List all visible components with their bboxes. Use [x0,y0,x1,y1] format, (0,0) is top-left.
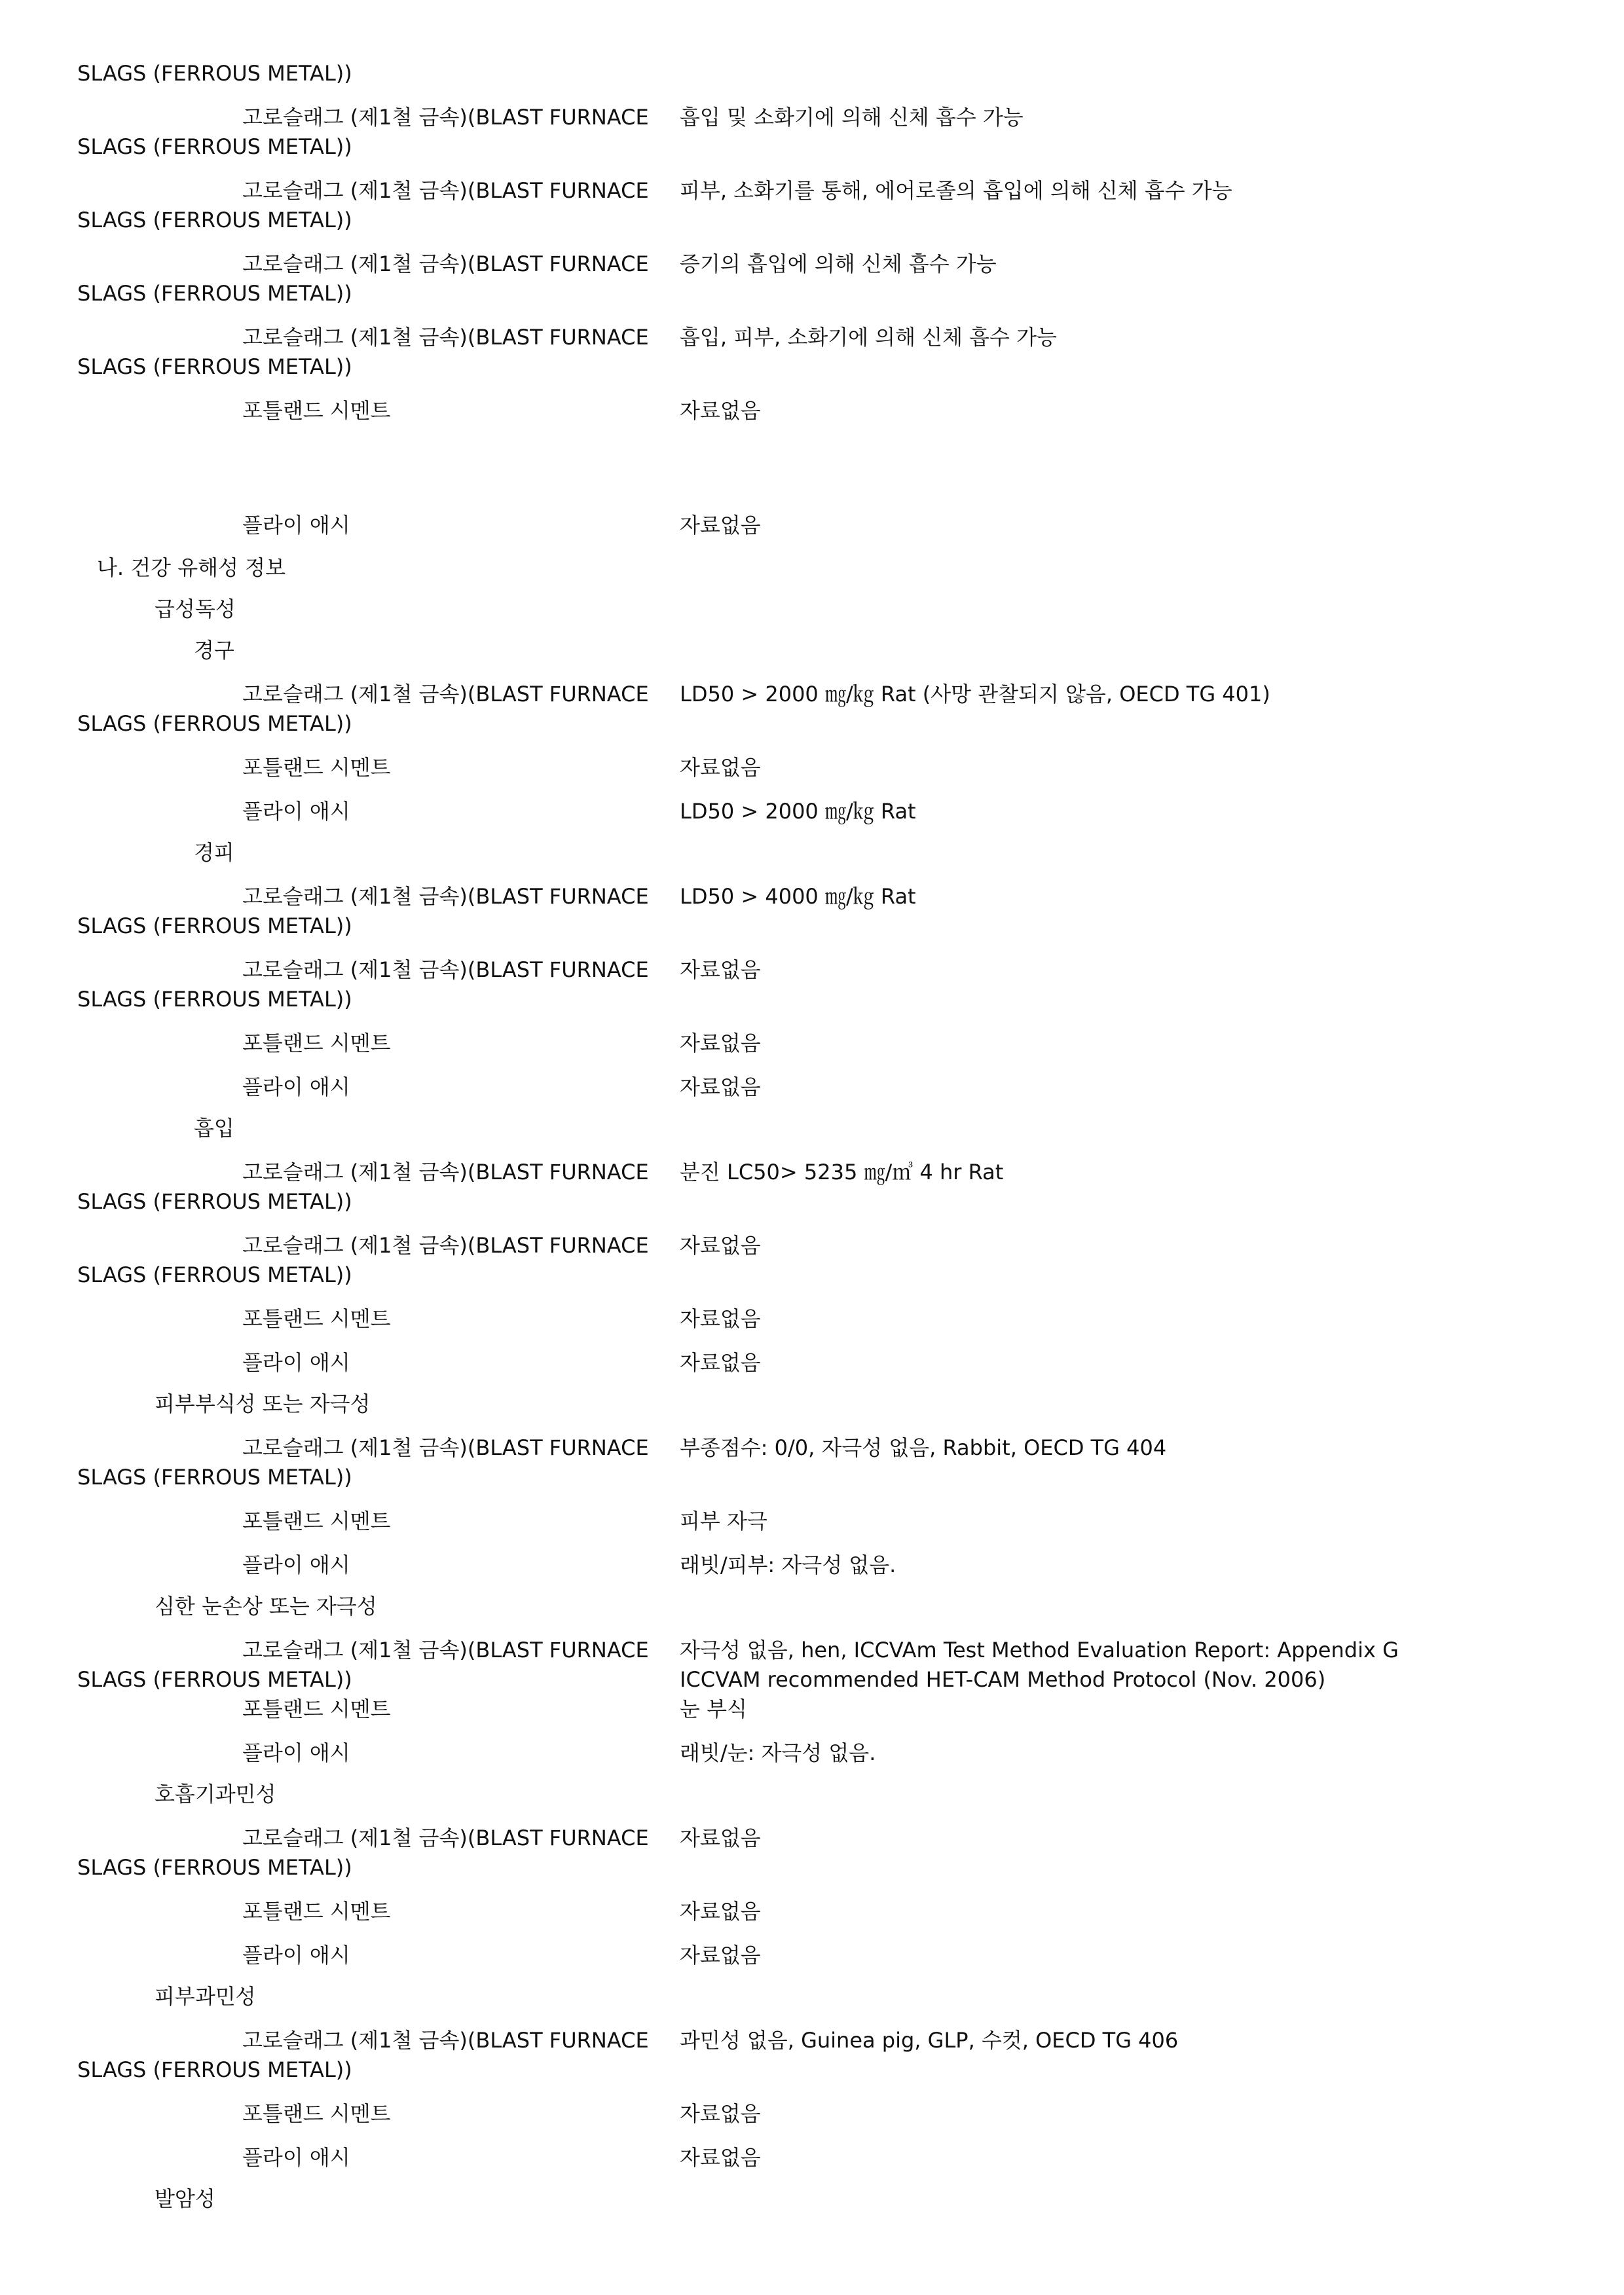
substance-value-line: 자극성 없음, hen, ICCVAm Test Method Evaluation Report: Appendix G [680,1638,1399,1662]
substance-value: 자료없음 [680,398,761,423]
substance-name: 고로슬래그 (제1철 금속)(BLAST FURNACE [242,251,649,276]
substance-name: 고로슬래그 (제1철 금속)(BLAST FURNACE [242,1638,649,1662]
heading-dermal: 경피 [194,840,234,865]
substance-name-continued: SLAGS (FERROUS METAL)) [77,354,352,379]
absorption-entry [77,323,1544,382]
substance-value-line: ICCVAM recommended HET-CAM Method Protocol (Nov. 2006) [680,1667,1326,1692]
substance-name: 고로슬래그 (제1철 금속)(BLAST FURNACE [242,682,649,707]
substance-name: 고로슬래그 (제1철 금속)(BLAST FURNACE [242,1233,649,1258]
skin-slag-entry [77,1433,1544,1492]
absorption-entry [77,176,1544,235]
portland-entry [77,396,1544,426]
substance-value: 래빗/눈: 자극성 없음. [680,1740,876,1765]
substance-value: 자료없음 [680,513,761,538]
substance-name-continued: SLAGS (FERROUS METAL)) [77,134,352,159]
inhalation-slag-entry [77,1158,1544,1217]
dermal-flyash-entry [77,1073,1544,1102]
substance-value: LD50 > 2000 ㎎/㎏ Rat [680,799,916,824]
substance-name: 포틀랜드 시멘트 [242,2101,391,2126]
substance-name: 플라이 애시 [242,1074,350,1099]
substance-name: 플라이 애시 [242,2145,350,2170]
sens-portland-entry [77,2099,1544,2129]
oral-flyash-entry [77,797,1544,826]
substance-name: 고로슬래그 (제1철 금속)(BLAST FURNACE [242,957,649,982]
substance-value: 자료없음 [680,2101,761,2126]
substance-value: 래빗/피부: 자극성 없음. [680,1552,896,1577]
substance-value: 피부 자극 [680,1509,767,1533]
substance-name-continued: SLAGS (FERROUS METAL)) [77,1262,352,1287]
dermal-slag-entry [77,882,1544,941]
substance-name-continued: SLAGS (FERROUS METAL)) [77,1855,352,1880]
heading-oral: 경구 [194,638,234,663]
substance-value: 증기의 흡입에 의해 신체 흡수 가능 [680,251,997,276]
substance-name: 고로슬래그 (제1철 금속)(BLAST FURNACE [242,1435,649,1460]
substance-name: 플라이 애시 [242,799,350,824]
substance-name: 고로슬래그 (제1철 금속)(BLAST FURNACE [242,1160,649,1184]
substance-name: 포틀랜드 시멘트 [242,1509,391,1533]
heading-acute-toxicity: 급성독성 [155,597,236,621]
continued-line: SLAGS (FERROUS METAL)) [77,61,352,86]
substance-name-continued: SLAGS (FERROUS METAL)) [77,913,352,938]
substance-value: 자료없음 [680,1306,761,1331]
substance-name: 포틀랜드 시멘트 [242,1697,391,1721]
skin-flyash-entry [77,1551,1544,1580]
heading-respiratory-sensitization: 호흡기과민성 [155,1782,276,1807]
substance-name: 고로슬래그 (제1철 금속)(BLAST FURNACE [242,178,649,203]
heading-inhalation: 흡입 [194,1116,234,1141]
substance-value: 흡입, 피부, 소화기에 의해 신체 흡수 가능 [680,325,1057,350]
skin-portland-entry [77,1507,1544,1536]
substance-value: 자료없음 [680,957,761,982]
substance-name-continued: SLAGS (FERROUS METAL)) [77,2057,352,2082]
msds-body [77,59,1544,2214]
substance-name: 플라이 애시 [242,1943,350,1968]
substance-name: 고로슬래그 (제1철 금속)(BLAST FURNACE [242,325,649,350]
substance-name-continued: SLAGS (FERROUS METAL)) [77,281,352,306]
substance-value: 과민성 없음, Guinea pig, GLP, 수컷, OECD TG 406 [680,2028,1179,2053]
substance-name: 플라이 애시 [242,1740,350,1765]
substance-value: 눈 부식 [680,1697,747,1721]
eye-slag-entry [77,1636,1544,1695]
heading-skin-corrosion: 피부부식성 또는 자극성 [155,1391,371,1416]
heading-skin-sensitization: 피부과민성 [155,1984,256,2009]
substance-value: 자료없음 [680,755,761,780]
substance-name: 포틀랜드 시멘트 [242,1899,391,1924]
inhalation-portland-entry [77,1304,1544,1334]
substance-value: 자료없음 [680,1233,761,1258]
substance-value: 부종점수: 0/0, 자극성 없음, Rabbit, OECD TG 404 [680,1435,1167,1460]
substance-name: 플라이 애시 [242,1350,350,1375]
absorption-entry [77,103,1544,162]
inhalation-flyash-entry [77,1348,1544,1378]
substance-value: 분진 LC50> 5235 ㎎/㎥ 4 hr Rat [680,1160,1004,1184]
substance-name-continued: SLAGS (FERROUS METAL)) [77,1667,352,1692]
substance-name-continued: SLAGS (FERROUS METAL)) [77,711,352,736]
substance-name-continued: SLAGS (FERROUS METAL)) [77,987,352,1012]
substance-value: 자료없음 [680,1074,761,1099]
substance-name: 고로슬래그 (제1철 금속)(BLAST FURNACE [242,1826,649,1850]
absorption-entry [77,249,1544,308]
oral-portland-entry [77,753,1544,782]
substance-name-continued: SLAGS (FERROUS METAL)) [77,1465,352,1490]
dermal-slag-entry [77,955,1544,1014]
substance-name: 포틀랜드 시멘트 [242,1031,391,1056]
substance-name-continued: SLAGS (FERROUS METAL)) [77,1189,352,1214]
substance-value: 자료없음 [680,1826,761,1850]
substance-name-continued: SLAGS (FERROUS METAL)) [77,208,352,232]
resp-flyash-entry [77,1941,1544,1970]
substance-value: 자료없음 [680,1031,761,1056]
resp-slag-entry [77,1824,1544,1882]
flyash-entry [77,511,1544,540]
substance-value: LD50 > 2000 ㎎/㎏ Rat (사망 관찰되지 않음, OECD TG 401) [680,682,1270,707]
eye-flyash-entry [77,1738,1544,1768]
substance-name: 플라이 애시 [242,1552,350,1577]
substance-name: 고로슬래그 (제1철 금속)(BLAST FURNACE [242,105,649,130]
substance-value: 피부, 소화기를 통해, 에어로졸의 흡입에 의해 신체 흡수 가능 [680,178,1232,203]
inhalation-slag-entry [77,1231,1544,1290]
substance-value: 자료없음 [680,1350,761,1375]
eye-portland-entry [77,1695,1544,1724]
substance-name: 고로슬래그 (제1철 금속)(BLAST FURNACE [242,884,649,909]
sens-flyash-entry [77,2143,1544,2173]
substance-name: 포틀랜드 시멘트 [242,398,391,423]
substance-value: LD50 > 4000 ㎎/㎏ Rat [680,884,916,909]
heading-carcinogenicity: 발암성 [155,2186,215,2211]
substance-value: 자료없음 [680,1899,761,1924]
oral-slag-entry [77,680,1544,739]
substance-name: 고로슬래그 (제1철 금속)(BLAST FURNACE [242,2028,649,2053]
resp-portland-entry [77,1897,1544,1926]
heading-eye-damage: 심한 눈손상 또는 자극성 [155,1594,377,1619]
substance-name: 포틀랜드 시멘트 [242,755,391,780]
substance-value: 자료없음 [680,2145,761,2170]
sens-slag-entry [77,2026,1544,2085]
substance-name: 플라이 애시 [242,513,350,538]
dermal-portland-entry [77,1029,1544,1058]
section-heading-health: 나. 건강 유해성 정보 [97,555,286,580]
substance-value: 흡입 및 소화기에 의해 신체 흡수 가능 [680,105,1024,130]
substance-value [680,1636,1544,1695]
substance-name: 포틀랜드 시멘트 [242,1306,391,1331]
substance-value: 자료없음 [680,1943,761,1968]
